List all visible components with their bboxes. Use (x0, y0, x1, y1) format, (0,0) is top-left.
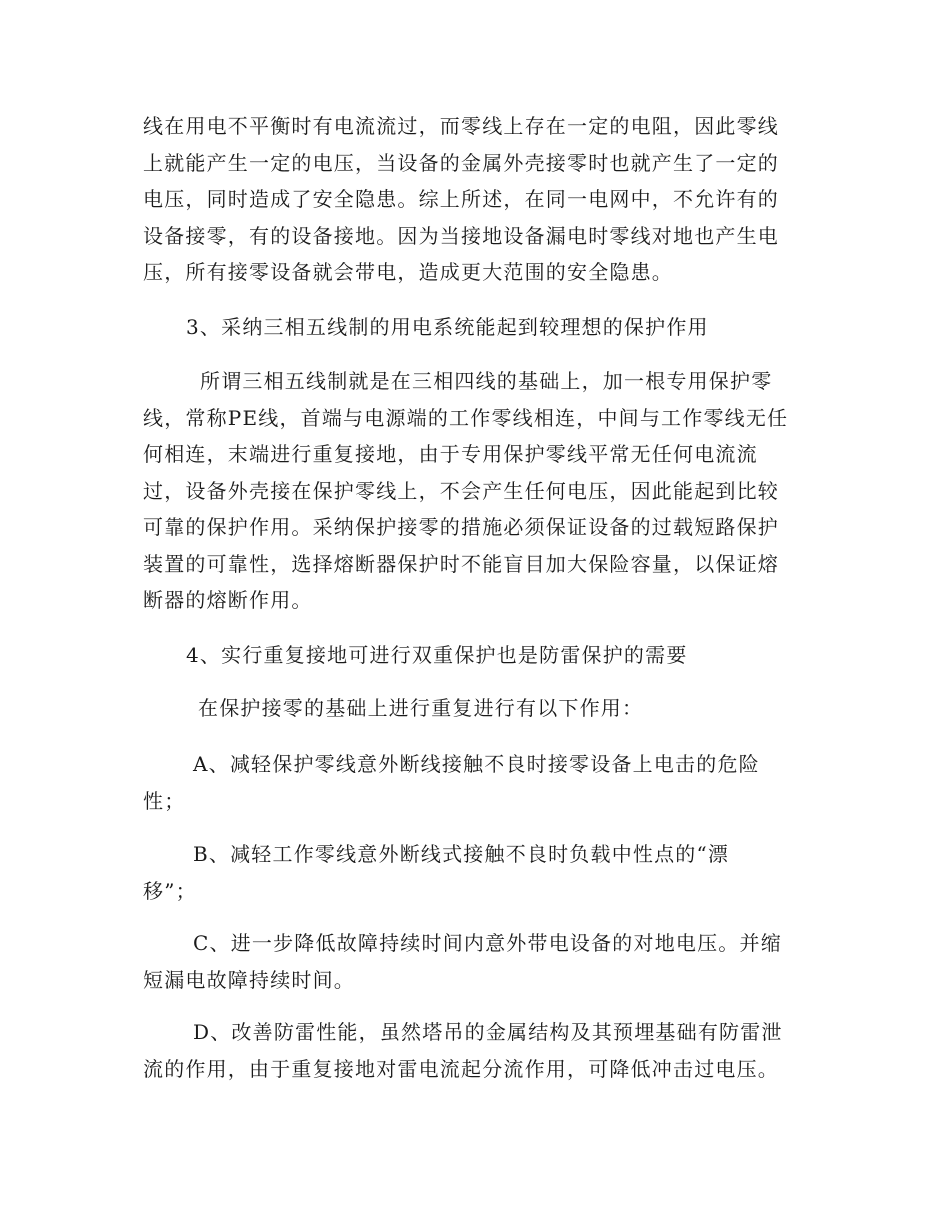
text-line: 性； (143, 788, 186, 813)
list-item-c (143, 925, 803, 998)
list-item-a (143, 746, 803, 819)
list-item-d (143, 1014, 803, 1087)
text-line: 何相连，末端进行重复接地，由于专用保护零线平常无任何电流流 (143, 442, 758, 466)
text-line: 在保护接零的基础上进行重复进行有以下作用： (198, 696, 644, 720)
text-line: 线，常称PE线，首端与电源端的工作零线相连，中间与工作零线无任 (143, 405, 789, 430)
text-line: A、减轻保护零线意外断线接触不良时接零设备上电击的危险 (193, 752, 760, 776)
paragraph-five-wire (143, 363, 803, 619)
paragraph-intro (198, 690, 858, 727)
text-line: 装置的可靠性，选择熔断器保护时不能盲目加大保险容量，以保证熔 (143, 551, 779, 576)
text-line: C、进一步降低故障持续时间内意外带电设备的对地电压。并缩 (193, 931, 782, 955)
text-line: 上就能产生一定的电压，当设备的金属外壳接零时也就产生了一定的 (143, 150, 779, 175)
text-line: D、改善防雷性能，虽然塔吊的金属结构及其预埋基础有防雷泄 (193, 1020, 783, 1044)
text-line: 断器的熔断作用。 (143, 588, 313, 612)
text-line: 短漏电故障持续时间。 (143, 967, 355, 992)
text-line: B、减轻工作零线意外断线式接触不良时负载中性点的“漂 (193, 842, 730, 866)
heading-text: 3、采纳三相五线制的用电系统能起到较理想的保护作用 (186, 315, 709, 339)
text-line: 设备接零，有的设备接地。因为当接地设备漏电时零线对地也产生电 (143, 223, 779, 248)
section-heading-4 (186, 637, 846, 674)
list-item-b (143, 836, 803, 909)
text-line: 过，设备外壳接在保护零线上，不会产生任何电压，因此能起到比较 (143, 478, 779, 503)
text-line: 线在用电不平衡时有电流流过，而零线上存在一定的电阻，因此零线 (143, 114, 779, 138)
text-line: 压，所有接零设备就会带电，造成更大范围的安全隐患。 (143, 260, 673, 284)
text-line: 所谓三相五线制就是在三相四线的基础上，加一根专用保护零 (200, 369, 773, 393)
text-line: 移”； (143, 878, 197, 903)
text-line: 流的作用，由于重复接地对雷电流起分流作用，可降低冲击过电压。 (143, 1056, 779, 1081)
heading-text: 4、实行重复接地可进行双重保护也是防雷保护的需要 (186, 643, 688, 667)
paragraph-continuation (143, 108, 803, 291)
text-line: 电压，同时造成了安全隐患。综上所述，在同一电网中，不允许有的 (143, 187, 779, 211)
section-heading-3 (186, 309, 846, 346)
text-line: 可靠的保护作用。采纳保护接零的措施必须保证设备的过载短路保护 (143, 515, 779, 539)
